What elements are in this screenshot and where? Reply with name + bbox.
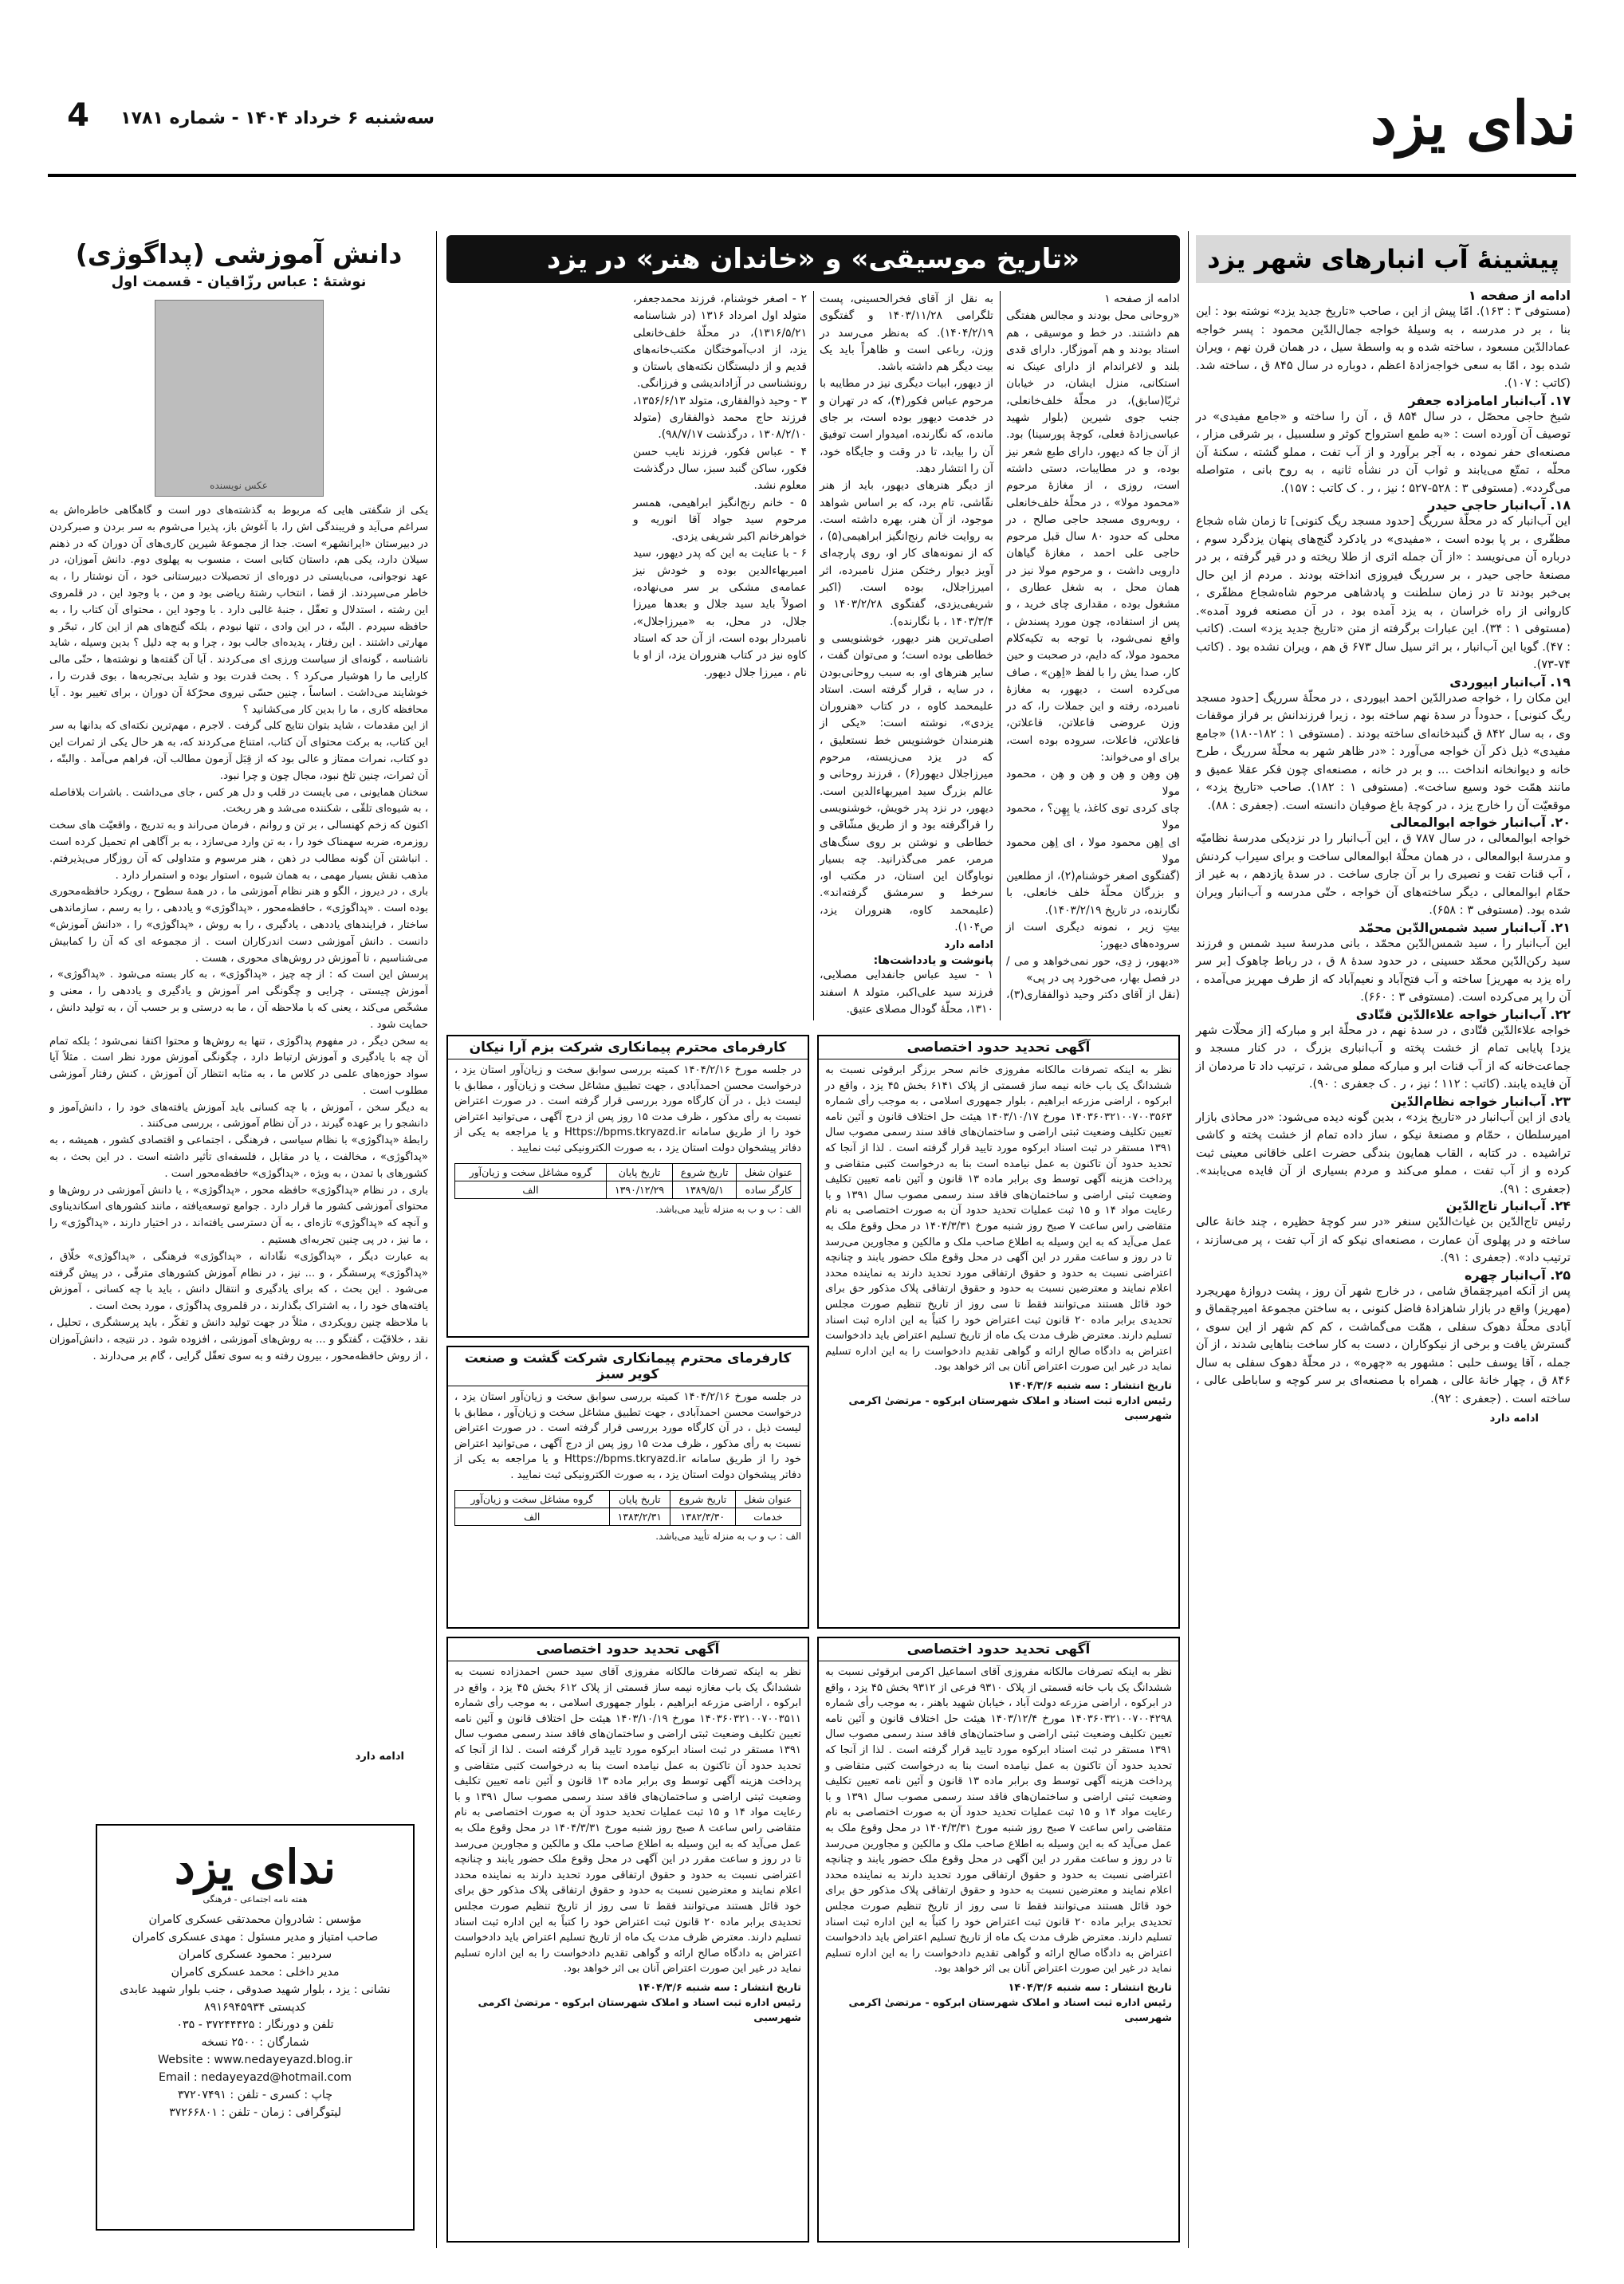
column-pedagogy [49, 235, 428, 1798]
section-text: خواجه ابوالمعالی ، در سال ۷۸۷ ق ، این آب‌انبار را در نزدیکی مدرسهٔ نظامیّه و مدرسهٔ ابوالمعالی ، در همان محلّهٔ ابوالمعالی ساخت و برای سیراب کردنش ، آب قنات تفت و نصیری را بر آن جاری ساخت . در سدهٔ یازدهم ، به غیر از حمّام ابوالمعالی ، دیگر ساخته‌های آن خواجه ، حتّی مدرسه و آب‌انبار ویران شده بود. (مستوفی ۳ : ۶۵۸). [1196, 831, 1571, 917]
table-header: گروه مشاغل سخت و زیان‌آور [455, 1490, 610, 1508]
section-text: این آب‌انبار را ، سید شمس‌الدّین محمّد ، بانی مدرسهٔ سید شمس و فرزند سید رکن‌الدّین محمّد حسینی ، در حدود سدهٔ ۸ ق ، در رباط چاهوک [بر سر راه یزد به مهریز] ساخته و آب فتح‌آباد و نعیم‌آباد که از طرف مهریز می‌آمده ، آن را پر می‌کرده است. (مستوفی ۳ : ۶۶۰). [1196, 936, 1571, 1004]
column-music [446, 235, 1180, 1024]
issue-info: سه‌شنبه ۶ خرداد ۱۴۰۴ - شماره ۱۷۸۱ [120, 108, 435, 128]
pedagogy-author: نوشتهٔ : عباس رزّاقیان - قسمت اول [111, 273, 367, 290]
section-text: پس از آنکه امیرچقماق شامی ، در خارج شهر آن روز ، پشت دروازهٔ مهریجرد (مهریز) واقع در بازار شاهزادهٔ فاضل کنونی ، به ساختن مجموعهٔ امیرچقماق و آبادی محلّهٔ دهوک سفلی ، همّت می‌گماشت ، کم کم شهر از این سوی ، گسترش یافت و برخی از نیکوکاران ، دست به کار ساخت بناهایی شدند ، از آن جمله ، آقا یوسف حلبی : مشهور به «چهره» ، در محلّهٔ دهوک سفلی به سال ۸۴۶ ق ، چهار خانهٔ عالی ، همراه با مصنعه‌ای بر سر کوچه و ساباطی عالی ، ساخته است . (جعفری : ۹۲). [1196, 1284, 1571, 1405]
column-ab-anbar [1196, 235, 1571, 2244]
continued-from-label: ادامه از صفحه ۱ [1468, 288, 1571, 303]
imprint-tagline: هفته نامه اجتماعی - فرهنگی [203, 1894, 308, 1905]
section-heading: ۲۰. آب‌انبار خواجه ابوالمعالی [1390, 815, 1571, 830]
ad-tahdid-hodud-3 [446, 1637, 809, 2243]
section-text: شیخ حاجی محصّل ، در سال ۸۵۴ ق ، آن را ساخته و «جامع مفیدی» در توصیف آن آورده است : «به طمع استرواح کوثر و سلسبیل ، بر شرقی مزار ، مصنعه‌ای حفر نموده ، به آجر برآورد و از آب تفت ، مملو گشته ، سکنهٔ آن محلّه ، تمتّع می‌یابند و ثواب آن در نشأه ثانیه ، به روح بانی ، متواصله می‌گردد». (مستوفی ۳ : ۵۲۸-۵۲۷ ؛ نیز ، ر . ک کاتب : ۱۵۷). [1196, 409, 1571, 495]
table-cell: ۱۳۸۲/۳/۳۰ [670, 1508, 736, 1525]
ab-anbar-title: پیشینهٔ آب انبارهای شهر یزد [1196, 235, 1571, 283]
table-header: تاریخ پایان [609, 1490, 670, 1508]
ab-anbar-intro: (مستوفی ۳ : ۱۶۳). امّا پیش از این ، صاحب «تاریخ جدید یزد» نوشته بود : این بنا ، بر در مدرسه ، به وسیلهٔ خواجه جمال‌الدّین محمود : پسر خواجه عمادالدّین مسعود ، ساخته شده و به واسطهٔ سیل ، در همان قرن نهم ، ویران شده بود ، امّا به سعی خواجه‌زادهٔ اعظم ، دوباره در سال ۸۴۵ ق ، ساخته شد. (کاتب : ۱۰۷). [1196, 305, 1571, 390]
ad-signature: تاریخ انتشار : سه شنبه ۱۴۰۴/۳/۶ رئیس اداره ثبت اسناد و املاک شهرستان ابرکوه - مرتضیٰ اکرمی شهرسبی [848, 1981, 1172, 2024]
ad-body: در جلسه مورخ ۱۴۰۴/۲/۱۶ کمیته بررسی سوابق سخت و زیان‌آور استان یزد ، درخواست محسن احمدآبادی ، جهت تطبیق مشاغل سخت و زیان‌آور ، مطابق با لیست ذیل ، در آن کارگاه مورد بررسی قرار گرفته است . در صورت اعتراض نسبت به رأی مذکور ، ظرف مدت ۱۵ روز پس از درج آگهی ، می‌توانید اعتراض خود را از طریق سامانه Https://bpms.tkryazd.ir و یا مراجعه به یکی از دفاتر پیشخوان دولت استان یزد ، به صورت الکترونیکی ثبت نمایید . [454, 1391, 802, 1481]
ad-tahdid-hodud-2 [817, 1637, 1180, 2243]
ad-title: کارفرمای محترم پیمانکاری شرکت بزم آرا نیکان [448, 1036, 808, 1059]
ad-table [454, 1490, 801, 1526]
section-text: خواجه علاءالدّین قتّادی ، در سدهٔ نهم ، در محلّهٔ ابر و مبارکه [از محلّات شهر یزد] پایابی تمام از خشت پخته و آب‌انباری بزرگ ، در کنار مسجد و جماعت‌خانه که از آب قنات ابر و مبارکه مملو می‌شد ، ترتیب داد تا مردمان از آن فایده یابند. (کاتب : ۱۱۲ ؛ نیز ، ر . ک جعفری : ۹۰). [1196, 1023, 1571, 1091]
table-cell: الف [455, 1181, 607, 1198]
table-cell: کارگر ساده [737, 1181, 801, 1198]
music-text: ادامه از صفحه ۱ «روحانی محل بودند و مجالس هفتگی هم داشتند. در خط و موسیقی ، هم استاد بودند و هم آموزگار. دارای قدی بلند و لاغراندام از دارای عینک نه استکانی، منزل ایشان، در خیابان ثریّا(سابق)، در محلّهٔ خلف‌خانعلی، جنب جوی شیرین (بلوار شهید عباسی‌زادهٔ فعلی، کوچهٔ پورسینا) بود. از آن جا که دیهور، دارای طبع شعر نیز بوده، و در مطایبات، دستی داشته است، روزی ، از مغازهٔ مرحوم «محمود مولا» ، در محلّهٔ خلف‌خانعلی ، روبه‌روی مسجد حاجی صالح ، در محلی که حدود ۸۰ سال قبل مرحوم حاجی علی احمد ، مغازهٔ گیاهان دارویی داشت ، و مرحوم مولا نیز در همان محل ، به شغل عطاری ، مشغول بوده ، مقداری چای خرید ، و پس از استفاده، چون مورد پسندش ، واقع نمی‌شود، با توجه به تکیه‌کلام محمود مولا، که دایم، در صحبت و حین کار، صدا یش را با لفظ «اِهِن» ، صاف می‌کرده است ، دیهور، به مغازهٔ نامبرده، رفته و این جملات را، که در وزن عروضی فاعلاتن، فاعلاتن، فاعلاتن، فاعلات، سروده بوده است، برای او می‌خواند: هِن وهِن و هِن و هِن و هِن ، محمود مولا چای کردی توی کاغذ، یا پِهِن؟ ، محمود مولا ای اِهِن محمود مولا ، ای اِهِن محمود مولا (گفتگوی اصغر خوشنام(۲)، از مطلعین و بزرگان محلّهٔ خلف خانعلی، با نگارنده، در تاریخ ۱۴۰۳/۲/۱۹). بیتِ زیر ، نمونه دیگری است از سروده‌های دیهور: «دیهور، ز دِی، حور نمی‌خواهد و می / در فصل بهار، می‌خورد پی در پی» (نقل از آقای دکتر وحید ذوالفقاری(۳)، به نقل از آقای فخرالحسینی، پست تلگرامی ۱۴۰۳/۱۱/۲۸ و گفتگوی ۱۴۰۴/۲/۱۹). که به‌نظر می‌رسد در وزن، رباعی است و ظاهراً باید یک بیت دیگر هم داشته باشد. از دیهور، ابیات دیگری نیز در مطایبه با مرحوم عباس فکور(۴)، که در تهران و در خدمت دیهور بوده است، بر جای مانده، که نگارنده، امیدوار است توفیق آن را بیابد، تا در وقت و جایگاه خود، آن را انتشار دهد. از دیگر هنرهای دیهور، باید از هنر نقّاشی، تام برد، که بر اساس شواهد موجود، از آن هنر، بهره داشته است. به روایت خانم رنج‌انگیز ابراهیمی(۵) ، که از نمونه‌های کار او، روی پارچه‌ای آویز دیوار رختکن منزل نامبرده، اثر امیرزاجلال، بوده است. (اکبر شریفی‌یزدی، گفتگوی ۱۴۰۳/۲/۲۸ و ۱۴۰۳/۳/۴ ، با نگارنده). اصلی‌ترین هنر دیهور، خوشنویسی و خطاطی بوده است؛ و می‌توان گفت ، سایر هنرهای او، به سبب روحانی‌بودن ، در سایه ، قرار گرفته است. استاد علیمحمد کاوه ، در کتاب «هنروران یزدی»، نوشته است: «یکی از هنرمندان خوشنویس خط نستعلیق ، که در یزد می‌زیسته، مرحوم میرزاجلال دیهور(۶) ، فرزند روحانی و عالم بزرگ سید امیربهاءالدین است. دیهور، در نزد پدر خویش، خوشنویسی را فراگرفته بود و از طریق مشّاقی و خطاطی و نوشتن بر روی سنگ‌های مرمر، عمر می‌گذرانید. چه بسیار نوباوگان این استان، در مکتب او، سرخط و سرمشق گرفته‌اند». (علیمحمد کاوه، هنروران یزد، ص۱۰۴). [820, 293, 1180, 1002]
ad-title: کارفرمای محترم پیمانکاری شرکت گشت و صنعت کویر سبز [448, 1347, 808, 1386]
ad-body: نظر به اینکه تصرفات مالکانه مفروزی خانم سحر برزگر ابرقوئی نسبت به ششدانگ یک باب خانه نیمه ساز قسمتی از پلاک ۶۱۴۱ بخش ۴۵ یزد ، واقع در ابرکوه ، اراضی مزرعه ابراهیم ، بلوار جمهوری اسلامی ، به موجب رأی شماره ۱۴۰۳۶۰۳۲۱۰۰۷۰۰۳۵۶۳ مورخ ۱۴۰۳/۱۰/۱۷ هیئت حل اختلاف قانون و آئین نامه تعیین تکلیف وضعیت ثبتی اراضی و ساختمان‌های فاقد سند رسمی مصوب سال ۱۳۹۱ مستقر در ثبت اسناد ابرکوه مورد تایید قرار گرفته است . لذا از آنجا که تحدید حدود آن تاکنون به عمل نیامده است بنا به درخواست کتبی متقاضی و پرداخت هزینه آگهی توسط وی برابر ماده ۱۳ قانون و آئین نامه تعیین تکلیف وضعیت ثبتی اراضی و ساختمان‌های فاقد سند رسمی مصوب سال ۱۳۹۱ و با رعایت مواد ۱۴ و ۱۵ ثبت عملیات تحدید حدود آن به صورت اختصاصی به نام متقاضی راس ساعت ۷ صبح روز شنبه مورخ ۱۴۰۴/۳/۳۱ در محل وقوع ملک به عمل می‌آید که به این وسیله به اطلاع صاحب ملک و مالکین و مجاورین می‌رسد تا در روز و ساعت مقرر در این آگهی در محل وقوع ملک حضور یابند و چنانچه اعتراضی نسبت به حدود و حقوق ارتفاقی مورد تحدید دارند به نماینده محدد اعلام نمایند و معترضین نسبت به حدود و حقوق ارتفاقی پلاک مذکور حق برای خود قائل هستند می‌توانند فقط تا سی روز از تاریخ تنظیم صورت مجلس تحدیدی برابر ماده ۲۰ قانون ثبت اعتراض خود را کتباً به این اداره ثبت اسناد تسلیم دارند. معترض ظرف مدت یک ماه از تاریخ تسلیم اعتراض باید دادخواست اعتراض به دادگاه صالح ارائه و گواهی تقدیم دادخواست را به این اداره تسلیم نماید در غیر این صورت اعتراض آنان بی اثر خواهد بود. [825, 1064, 1172, 1374]
masthead [0, 80, 1624, 167]
table-header: عنوان شغل [735, 1490, 800, 1508]
section-heading: ۲۴. آب‌انبار تاج‌الدّین [1445, 1198, 1571, 1213]
footnotes-text: ۱ - سید عباس جانفدایی مصلایی، فرزند سید علی‌اکبر، متولد ۸ اسفند ۱۳۱۰، محلّهٔ گودال مصلای عتیق. ۲ - اصغر خوشنام، فرزند محمدجعفر، متولد اول امرداد ۱۳۱۶ (در شناسنامه ۱۳۱۶/۵/۲۱)، در محلّهٔ خلف‌خانعلی یزد، از ادب‌آموختگان مکتب‌خانه‌های قدیم و از دلبستگان نکته‌های باستان و رونشناسی در آزاداندیشی و فرزانگی. ۳ - وحید ذوالفقاری، متولد ۱۳۵۶/۶/۱۳، فرزند حاج محمد ذوالفقاری (متولد ۱۳۰۸/۲/۱۰ ، درگذشت ۹۸/۷/۱۷). ۴ - عباس فکور، فرزند نایب حسن فکور، ساکن گنبد سبز، سال درگذشت معلوم نشد. ۵ - خانم رنج‌انگیز ابراهیمی، همسر مرحوم سید جواد آقا انوریه و خواهرخانم اکبر شریفی یزدی. ۶ - با عنایت به این که پدر دیهور، سید امیربهاءالدین بوده و خودش نیز عمامه‌ی مشکی بر سر می‌نهاده، اصولاً باید سید جلال و بعد‌ها میرزا جلال، در محل، به «میرزاجلال»، نامبردار بوده است، از آن حد که استاد کاوه نیز در کتاب هنروران یزد، از او با نام ، میرزا جلال دیهور. [633, 293, 993, 1016]
continued-label: ادامه دارد [355, 1751, 404, 1763]
author-photo [155, 300, 324, 497]
ad-title: آگهی تحدید حدود اختصاصی [448, 1638, 808, 1661]
masthead-rule [48, 174, 1576, 177]
section-heading: ۲۵. آب‌انبار چهره [1464, 1267, 1571, 1283]
ad-note: الف : ب و ب به منزله تأیید می‌باشد. [655, 1530, 801, 1542]
table-cell: خدمات [735, 1508, 800, 1525]
page-number: 4 [67, 97, 89, 134]
ad-note: الف : ب و ب به منزله تأیید می‌باشد. [655, 1203, 801, 1215]
table-cell: ۱۳۹۰/۱۲/۲۹ [607, 1181, 673, 1198]
pedagogy-title: دانش آموزشی (پداگوژی) [75, 238, 403, 269]
author-photo-caption: عکس نویسنده [210, 480, 268, 491]
footnotes-heading: پانوشت و یادداشت‌ها: [873, 954, 993, 968]
table-header-row [455, 1490, 801, 1508]
imprint-box [96, 1824, 415, 2231]
section-heading: ۲۲. آب‌انبار خواجه علاءالدّین قتّادی [1355, 1006, 1571, 1022]
ad-body: در جلسه مورخ ۱۴۰۴/۲/۱۶ کمیته بررسی سوابق سخت و زیان‌آور استان یزد ، درخواست محسن احمدآبادی ، جهت تطبیق مشاغل سخت و زیان‌آور ، مطابق با لیست ذیل ، در آن کارگاه مورد بررسی قرار گرفته است . در صورت اعتراض نسبت به رأی مذکور ، ظرف مدت ۱۵ روز پس از درج آگهی ، می‌توانید اعتراض خود را از طریق سامانه Https://bpms.tkryazd.ir و یا مراجعه به یکی از دفاتر پیشخوان دولت استان یزد ، به صورت الکترونیکی ثبت نمایید . [454, 1064, 802, 1154]
table-header: تاریخ پایان [607, 1163, 673, 1181]
table-header: گروه مشاغل سخت و زیان‌آور [455, 1163, 607, 1181]
section-heading: ۲۱. آب‌انبار سید شمس‌الدّین محمّد [1359, 919, 1571, 935]
imprint-logo: ندای یزد [174, 1840, 336, 1894]
ad-tahdid-hodud-1 [817, 1035, 1180, 1629]
music-title: «تاریخ موسیقی» و «خاندان هنر» در یزد [446, 235, 1180, 283]
table-row [455, 1508, 801, 1525]
section-text: یادی از این آب‌انبار در «تاریخ یزد» ، بدین گونه دیده می‌شود: «در محاذی بازار امیرسلطان ، حمّام و مصنعهٔ نیکو ، ساز داده تمام از خشت پخته و کاشی تراشیده . در کتابه ، القاب همایون بندگی حضرت اعلی خاقانی معینی ثبت کرده و از آب تفت ، مملو می‌کند و مردم بسیاری از آن فایده می‌یابند». (جعفری : ۹۱). [1196, 1110, 1571, 1196]
ad-signature: تاریخ انتشار : سه شنبه ۱۴۰۴/۳/۶ رئیس اداره ثبت اسناد و املاک شهرستان ابرکوه - مرتضیٰ اکرمی شهرسبی [848, 1379, 1172, 1422]
table-header-row [455, 1163, 801, 1181]
continued-label: ادامه دارد [1489, 1413, 1539, 1425]
column-divider [436, 231, 437, 2248]
music-body [446, 291, 1180, 1020]
section-text: این آب‌انبار که در محلّهٔ سرریگ [حدود مسجد ریگ کنونی] تا زمان شاه شجاع مظفّری ، بر پا بوده است ، «مفیدی» در یادکرد گنج‌های پنهان یزدگرد سوم ، درباره آن می‌نویسد : «از آن جمله اثری از طلا ریخته و در قیر گرفته ، بر در مصنعهٔ حاجی حیدر ، بر سرریگ فیروزی انداخته بودند . مردم از این حال بی‌خبر بودند تا در زمان سلطنت و پادشاهی مرحوم شاه‌شجاع مظفّری ، کاروانی از راه خراسان ، به یزد آمده بود ، در آن مصنعه فرود آمده». (مستوفی ۱ : ۳۴). این عبارات برگرفته از متن «تاریخ جدید یزد» است. (کاتب : ۴۷). گویا این آب‌انبار ، بر اثر سیل سال ۶۷۳ ق هم ، ویران نشده بود . (کاتب ۷۴-۷۳). [1196, 514, 1571, 671]
section-heading: ۱۸. آب‌انبار حاجی حیدر [1428, 497, 1571, 513]
column-divider [1188, 231, 1189, 2248]
continued-label: ادامه دارد [944, 939, 993, 952]
table-header: عنوان شغل [737, 1163, 801, 1181]
ad-title: آگهی تحدید حدود اختصاصی [819, 1638, 1178, 1661]
section-heading: ۲۳. آب‌انبار خواجه نظام‌الدّین [1390, 1093, 1571, 1109]
table-cell: ۱۳۸۹/۵/۱ [673, 1181, 737, 1198]
table-cell: ۱۳۸۳/۲/۳۱ [609, 1508, 670, 1525]
imprint-text: مؤسس : شادروان محمدتقی عسکری کامران صاحب امتیاز و مدیر مسئول : مهدی عسکری کامران سردبیر : محمود عسکری کامران مدیر داخلی : محمد عسکری کامران نشانی : یزد ، بلوار شهید صدوقی ، جنب بلوار شهید عابدی کدپستی ۸۹۱۶۹۴۵۹۳۴ تلفن و دورنگار : ۳۷۲۴۴۴۲۵ - ۰۳۵ شمارگان : ۲۵۰۰ نسخه Website : www.nedayeyazd.blog.ir Email : nedayeyazd@hotmail.com چاپ : کسری - تلفن : ۳۷۲۰۷۴۹۱ لیتوگرافی : زمان - تلفن : ۳۷۲۶۶۸۰۱ [120, 1913, 391, 2119]
ab-anbar-items [1196, 393, 1571, 1409]
table-header: تاریخ شروع [670, 1490, 736, 1508]
ad-title: آگهی تحدید حدود اختصاصی [819, 1036, 1178, 1059]
ad-signature: تاریخ انتشار : سه شنبه ۱۴۰۴/۳/۶ رئیس اداره ثبت اسناد و املاک شهرستان ابرکوه - مرتضیٰ اکرمی شهرسبی [478, 1981, 801, 2024]
section-text: رئیس تاج‌الدّین بن غیاث‌الدّین سنغر «در سر کوچهٔ حظیره ، چند خانهٔ عالی ساخته و در پهلوی آن عمارت ، مصنعه‌ای نیکو که از آب تفت ، پر می‌سازند ، ترتیب داد». (جعفری : ۹۱). [1196, 1215, 1571, 1264]
section-heading: ۱۹. آب‌انبار ابیوردی [1449, 674, 1571, 690]
ad-table [454, 1163, 801, 1199]
table-cell: الف [455, 1508, 610, 1525]
pedagogy-text: یکی از شگفتی هایی که مربوط به گذشته‌های دور است و گاهگاهی خاطره‌اش به سراغم می‌آید و فریبندگی اش را، با آغوش باز، پذیرا می‌شوم به سر بردن و صبرکردن در دبیرستان «ایرانشهر» است. جدا از مجموعهٔ شیرین کاری‌های آن دوران که در ذهنم سیلان دارد، یکی هم، داستان کتابی است ، منسوب به پهلوی دوم. دانش آموزان، در عهد نوجوانی، می‌بایستی در دوره‌ای از تحصیلات دبیرستانی خود ، آن نوشتار را ، به خاطر می‌سپردند. از قضا ، انتخاب رشتهٔ ریاضی بود و من ، با وجود این ، در قلمروی این رشته ، استدلال و تعقّل ، جنبهٔ غالبی دارد . با وجود این ، محتوای آن کتاب را ، به حافظه سپردم . البتّه ، در این وادی ، تنها نبودم ، بلکه گنج‌های هم از این کار ، تبحّر و مهارتی داشتند . این رفتار ، پدیده‌ای جالب بود ، چرا و به چه دلیل ؟ بدین وسیله ، شاید ناشناسه ، گونه‌ای از سیاست ورزی ‌ای می‌کردند . آیا آن گفته‌ها و نوشته‌ها ، حتّی مالی کارایی ما را هوشیار می‌کرد ؟ . بحث قدرت بود و شاید بی‌تجربه‌ها ، بوی قدرت را ، خوشایند می‌داشت . اساساً ، چنین حسّی نیروی محرّکهٔ آن دوران ، برای تغییر بود . آیا محافظه کاری ، ما را بدین کار می‌کشانید ؟ از این مقدمات ، شاید بتوان نتایج کلی گرفت . لاجرم ، مهم‌ترین نکته‌ای که بدانها به سر این کتاب، به برکت محتوای آن کتاب، امتناع می‌کردند که، به هر حال یکی از ثمرات این دو کتاب، نمرات ممتاز و عالی بود که از قِبَل آزمون مطالب آن، فراهم می‌آمد . والبتّه ، آن ثمرات، چنین تلخ نبود، مجال چون و چرا نبود. سخنان همایونی ، می بایست در قلب و دل هر کس ، جای می‌داشت . باشرات بلافاصله ، به شیوه‌ای تلقّی ، شکننده می‌شد و هر ربخت. اکنون که زخم کهنسالی ، بر تن و روانم ، فرمان می‌راند و به تدریج ، واقعیّت های سخت روزمره، ضربه سهمناک خود را ، به تن وارد می‌سازد ، به بر آگاهی ام تحمیل کرده است . انباشتن آن گونه مطالب در ذهن ، هنر مرسوم و متداولی که آن روزگار می‌پذیرفتم. مذهب نقش بسیار مهمی ، به همان شیوه ، استوار بوده و استمرار دارد . باری ، در دیروز ، الگو و هنر نظام آموزشی ما ، در همهٔ سطوح ، رویکرد حافظه‌محوری بوده است . «پداگوژی» ، حافظه‌محور ، «پداگوژی» و یاددهی ، را به رسم ، سازماندهی ساختار ، فرایندهای یاددهی ، یادگیری ، را به روش ، «پداگوژی» را ، «دانش آموزش» دانست . دانش آموزشی دست اندرکاران است . از مجموعه ای که آن را کمابیش می‌شناسیم ، تا آموزش در روش‌های محوری ، هست . پرسش این است که : از چه چیز ، «پداگوژی» ، به کار بسته می‌شود . «پداگوژی» ، آموزش چیستی ، چرایی و چگونگی امر آموزش و یادگیری و یاددهی را ، معنی و مشخّص می‌کند ، یعنی که با ملاحظه آن ، ما به درستی و بر حسب آن ، به تولید دانش ، حمایت شود . به سخن دیگر ، در مفهوم پداگوژی ، تنها به روش‌ها و محتوا اکتفا نمی‌شود ؛ بلکه تمام آن چه با یادگیری و آموزش ارتباط دارد ، چگونگی آموزش مورد نظر است . مثلاً آیا سواد حوزه‌های علمی در کلاس ما ، به مثابه انتظار آن آموزش ، کنش رفتار آموزشی مطلوب است . به دیگر سخن ، آموزش ، با چه کسانی باید آموزش یافته‌های خود را ، دانش‌آموز و دانشجو را بر عهده گیرند ، در آن نظام آموزشی ، بررسی می‌کنند . رابطهٔ «پداگوژی» با نظام سیاسی ، فرهنگی ، اجتماعی و اقتصادی کشور ، همیشه ، به «پداگوژی» ، مخالفت ، یا در مقابل ، فلسفه‌ای تأثیر داشته است . در این بحث ، به کشورهای با تمدن ، به ویژه ، «پداگوژی» حافظه‌محور است . باری ، در نظام «پداگوژی» حافظه محور ، «پداگوژی» ، یا دانش آموزشی در روش‌ها و محتوای آموزشی کشور ما قرار دارد . جوامع توسعه‌یافته ، مانند کشورهای اسکاندیناوی و آنچه که «پداگوژی» تازه‌ای ، به آن دسترسی یافته‌اند ، در اختیار دارند ، «پداگوژی» را ، ما نیز ، در پی چنین تجربه‌ای هستیم . به عبارت دیگر ، «پداگوژی» نقّادانه ، «پداگوژی» فرهنگی ، «پداگوژی» خلّاق ، «پداگوژی» پرسشگر ، و ... نیز ، در نظام آموزش کشورهای مترقّی ، در پیش گرفته می‌شود . این بحث ، که برای یادگیری و انتقال دانش ، باید با چه کسانی ، آموزش یافته‌های خود را ، به اشتراک بگذارند ، در قلمروی پداگوژی ، مورد بحث است . با ملاحظه چنین رویکردی ، مثلاً در جهت تولید دانش و تفکّر ، باید پرسشگری ، تحلیل ، نقد ، خلاقیّت ، گفتگو و ... به روش‌های آموزشی ، افزوده شود . در نتیجه ، دانش‌آموزان ، از روش حافظه‌محور ، بیرون رفته و به سوی تعقّل گرایی ، گام بر می‌دارند . [49, 505, 428, 1362]
ad-bazm-ara-nikan [446, 1035, 809, 1338]
table-row [455, 1181, 801, 1198]
ad-body: نظر به اینکه تصرفات مالکانه مفروزی آقای سید حسن احمدزاده نسبت به ششدانگ یک باب مغازه نیمه ساز قسمتی از پلاک ۶۱۲ بخش ۴۵ یزد ، واقع در ابرکوه ، اراضی مزرعه ابراهیم ، بلوار جمهوری اسلامی ، به موجب رأی شماره ۱۴۰۳۶۰۳۲۱۰۰۷۰۰۳۵۱۱ مورخ ۱۴۰۳/۱۰/۱۹ هیئت حل اختلاف قانون و آئین نامه تعیین تکلیف وضعیت ثبتی اراضی و ساختمان‌های فاقد سند رسمی مصوب سال ۱۳۹۱ مستقر در ثبت اسناد ابرکوه مورد تایید قرار گرفته است . لذا از آنجا که تحدید حدود آن تاکنون به عمل نیامده است بنا به درخواست کتبی متقاضی و پرداخت هزینه آگهی توسط وی برابر ماده ۱۳ قانون و آئین نامه تعیین تکلیف وضعیت ثبتی اراضی و ساختمان‌های فاقد سند رسمی مصوب سال ۱۳۹۱ و با رعایت مواد ۱۴ و ۱۵ ثبت عملیات تحدید حدود آن به صورت اختصاصی به نام متقاضی راس ساعت ۸ صبح روز شنبه مورخ ۱۴۰۴/۳/۳۱ در محل وقوع ملک به عمل می‌آید که به این وسیله به اطلاع صاحب ملک و مالکین و مجاورین می‌رسد تا در روز و ساعت مقرر در این آگهی در محل وقوع ملک حضور یابند و چنانچه اعتراضی نسبت به حدود و حقوق ارتفاقی مورد تحدید دارند به نماینده محدد اعلام نمایند و معترضین نسبت به حدود و حقوق ارتفاقی پلاک مذکور حق برای خود قائل هستند می‌توانند فقط تا سی روز از تاریخ تنظیم صورت مجلس تحدیدی برابر ماده ۲۰ قانون ثبت اعتراض خود را کتباً به این اداره ثبت اسناد تسلیم دارند. معترض ظرف مدت یک ماه از تاریخ تسلیم اعتراض باید دادخواست اعتراض به دادگاه صالح ارائه و گواهی تقدیم دادخواست را به این اداره تسلیم نماید در غیر این صورت اعتراض آنان بی اثر خواهد بود. [454, 1666, 801, 1975]
table-header: تاریخ شروع [673, 1163, 737, 1181]
section-text: این مکان را ، خواجه صدرالدّین احمد ابیوردی ، در محلّهٔ سرریگ [حدود مسجد ریگ کنونی] ، حدوداً در سدهٔ نهم ساخته بود ، زیرا فرزندانش بر فراز موقفات وی ، به سال ۸۴۲ ق گنبدخانه‌ای ساخته بودند . (مستوفی ۱ : ۱۸۲-۱۸۰) «جامع مفیدی» ذیل ذکر آن خواجه می‌آورد : «در ظاهر شهر به محلّهٔ سرریگ ، طرح خانه و دیوانخانه انداخت ... و بر در خانه ، مصنعه‌ای چون فکر عقلا عمیق و مانند همّت خود وسیع ساخت». (مستوفی ۱ : ۱۸۲). صاحب «تاریخ یزد» ، موقعیّت آن را خارج یزد ، در کوچهٔ باغ صوفیان دانسته است. (جعفری : ۸۸). [1196, 690, 1571, 812]
masthead-logo: ندای یزد [1370, 89, 1576, 158]
ad-kavir-sabz [446, 1346, 809, 1629]
section-heading: ۱۷. آب‌انبار امامزاده جعفر [1408, 392, 1571, 408]
ad-body: نظر به اینکه تصرفات مالکانه مفروزی آقای اسماعیل اکرمی ابرقوئی نسبت به ششدانگ یک باب خانه قسمتی از پلاک ۹۳۱۰ فرعی از ۹۳۱۲ بخش ۴۵ یزد ، واقع در ابرکوه ، اراضی مزرعه دولت آباد ، خیابان شهید باهنر ، به موجب رأی شماره ۱۴۰۳۶۰۳۲۱۰۰۷۰۰۴۲۹۸ مورخ ۱۴۰۳/۱۲/۴ هیئت حل اختلاف قانون و آئین نامه تعیین تکلیف وضعیت ثبتی اراضی و ساختمان‌های فاقد سند رسمی مصوب سال ۱۳۹۱ مستقر در ثبت اسناد ابرکوه مورد تایید قرار گرفته است . لذا از آنجا که تحدید حدود آن تاکنون به عمل نیامده است بنا به درخواست کتبی متقاضی و پرداخت هزینه آگهی توسط وی برابر ماده ۱۳ قانون و آئین نامه تعیین تکلیف وضعیت ثبتی اراضی و ساختمان‌های فاقد سند رسمی مصوب سال ۱۳۹۱ و با رعایت مواد ۱۴ و ۱۵ ثبت عملیات تحدید حدود آن به صورت اختصاصی به نام متقاضی راس ساعت ۷ صبح روز شنبه مورخ ۱۴۰۴/۳/۳۱ در محل وقوع ملک به عمل می‌آید که به این وسیله به اطلاع صاحب ملک و مالکین و مجاورین می‌رسد تا در روز و ساعت مقرر در این آگهی در محل وقوع ملک حضور یابند و چنانچه اعتراضی نسبت به حدود و حقوق ارتفاقی مورد تحدید دارند به نماینده محدد اعلام نمایند و معترضین نسبت به حدود و حقوق ارتفاقی پلاک مذکور حق برای خود قائل هستند می‌توانند فقط تا سی روز از تاریخ تنظیم صورت مجلس تحدیدی برابر ماده ۲۰ قانون ثبت اعتراض خود را کتباً به این اداره ثبت اسناد تسلیم دارند. معترض ظرف مدت یک ماه از تاریخ تسلیم اعتراض باید دادخواست اعتراض به دادگاه صالح ارائه و گواهی تقدیم دادخواست را به این اداره تسلیم نماید در غیر این صورت اعتراض آنان بی اثر خواهد بود. [825, 1666, 1172, 1975]
